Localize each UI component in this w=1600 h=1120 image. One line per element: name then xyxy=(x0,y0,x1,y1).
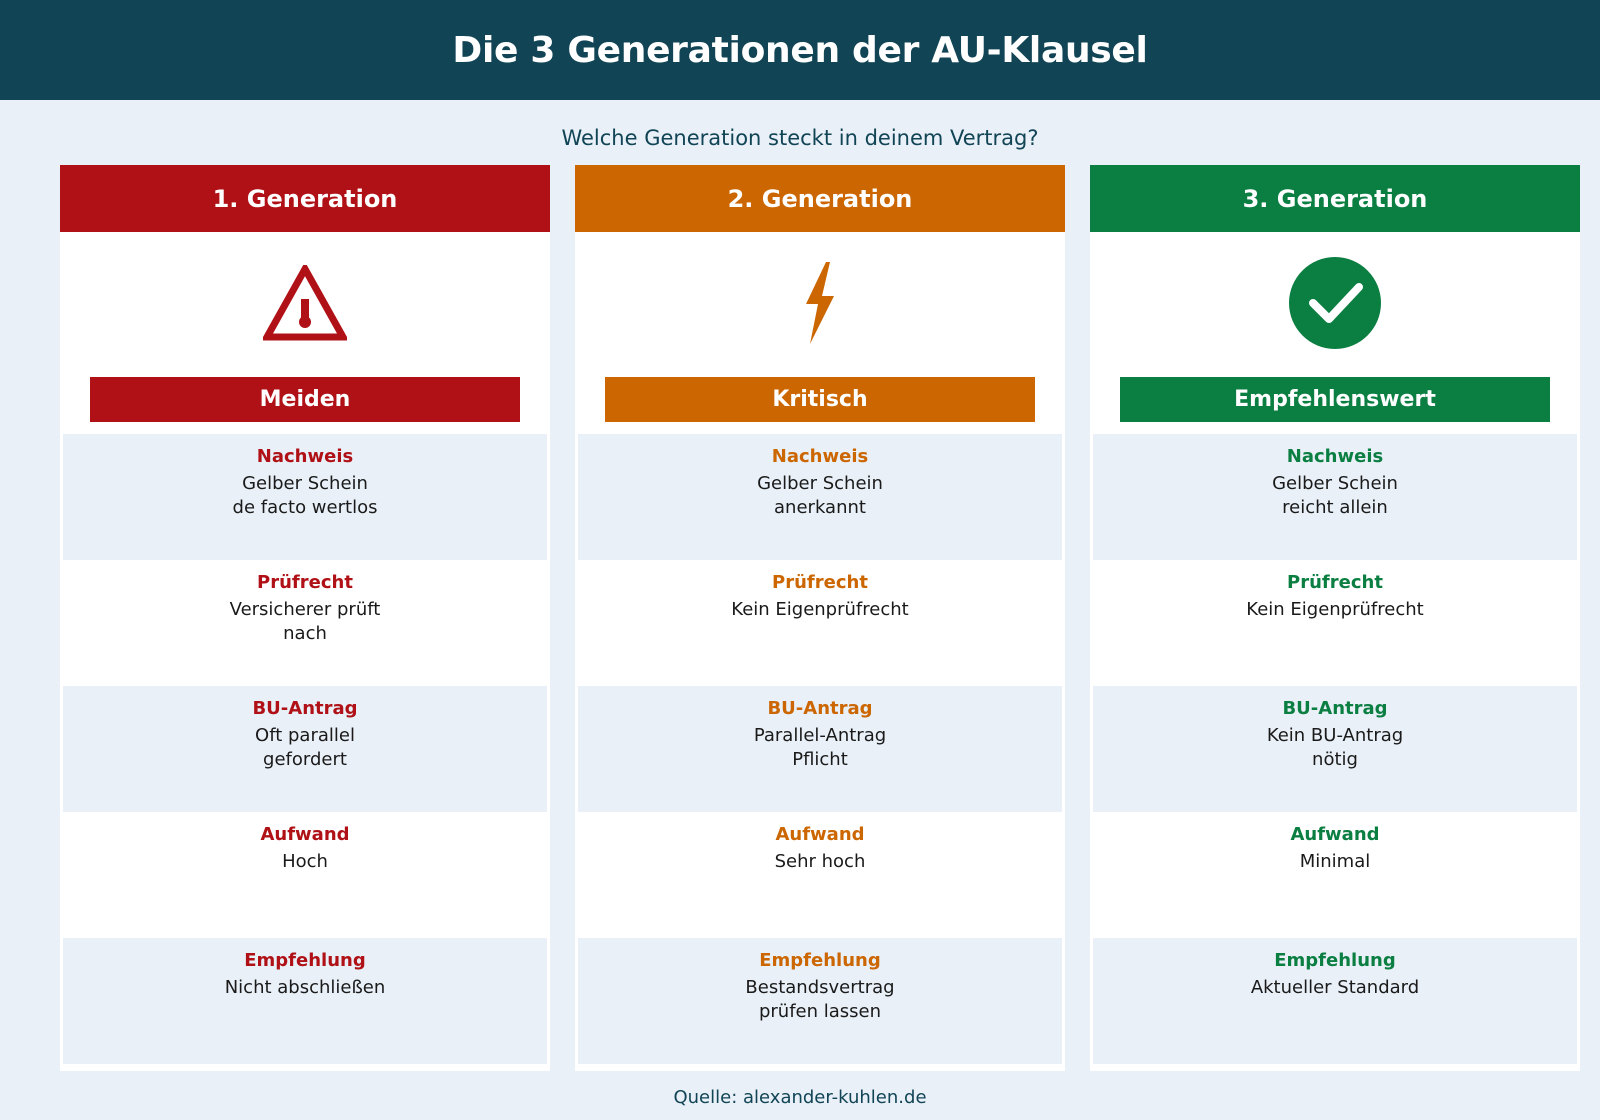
source-note: Quelle: alexander-kuhlen.de xyxy=(673,1087,927,1108)
criteria-label: Aufwand xyxy=(775,824,865,845)
criteria-label: Nachweis xyxy=(256,446,354,467)
warning-triangle-icon xyxy=(263,265,347,345)
criteria-value: Sehr hoch xyxy=(774,851,866,872)
page-subtitle: Welche Generation steckt in deinem Vertrag? xyxy=(561,126,1039,150)
generation-column-1 xyxy=(60,165,550,1071)
criteria-value: Kein Eigenprüfrecht xyxy=(1246,599,1424,620)
criteria-row xyxy=(578,434,1062,560)
criteria-row xyxy=(578,560,1062,686)
verdict-badge: Meiden xyxy=(90,377,520,422)
generation-header: 2. Generation xyxy=(575,165,1065,232)
criteria-row xyxy=(578,938,1062,1064)
generation-column-2 xyxy=(575,165,1065,1071)
criteria-label: Empfehlung xyxy=(759,950,881,971)
criteria-value: Aktueller Standard xyxy=(1250,977,1420,998)
criteria-row xyxy=(63,434,547,560)
criteria-value: Hoch xyxy=(282,851,328,872)
criteria-value: Gelber Schein reicht allein xyxy=(1272,473,1398,518)
criteria-value: Kein Eigenprüfrecht xyxy=(731,599,909,620)
criteria-label: Nachweis xyxy=(771,446,869,467)
title-bar xyxy=(0,0,1600,100)
criteria-label: Empfehlung xyxy=(1274,950,1396,971)
page-title: Die 3 Generationen der AU-Klausel xyxy=(452,29,1148,71)
criteria-value: Minimal xyxy=(1299,851,1371,872)
criteria-value: Gelber Schein de facto wertlos xyxy=(232,473,378,518)
criteria-label: BU-Antrag xyxy=(1282,698,1388,719)
criteria-label: BU-Antrag xyxy=(767,698,873,719)
criteria-value: Gelber Schein anerkannt xyxy=(757,473,883,518)
criteria-value: Parallel-Antrag Pflicht xyxy=(753,725,887,770)
verdict-badge: Empfehlenswert xyxy=(1120,377,1550,422)
criteria-value: Nicht abschließen xyxy=(224,977,386,998)
icon-area xyxy=(60,232,550,377)
criteria-row xyxy=(1093,938,1577,1064)
criteria-row xyxy=(578,686,1062,812)
criteria-label: Prüfrecht xyxy=(257,572,353,593)
generation-header: 1. Generation xyxy=(60,165,550,232)
criteria-row xyxy=(1093,686,1577,812)
criteria-label: BU-Antrag xyxy=(252,698,358,719)
criteria-row xyxy=(578,812,1062,938)
criteria-value: Kein BU-Antrag nötig xyxy=(1266,725,1404,770)
criteria-value: Versicherer prüft nach xyxy=(229,599,381,644)
criteria-value: Bestandsvertrag prüfen lassen xyxy=(745,977,895,1022)
criteria-label: Aufwand xyxy=(260,824,350,845)
generation-header: 3. Generation xyxy=(1090,165,1580,232)
icon-area xyxy=(1090,232,1580,377)
verdict-badge: Kritisch xyxy=(605,377,1035,422)
criteria-row xyxy=(1093,812,1577,938)
criteria-label: Prüfrecht xyxy=(772,572,868,593)
generation-column-3 xyxy=(1090,165,1580,1071)
criteria-label: Aufwand xyxy=(1290,824,1380,845)
criteria-row xyxy=(63,560,547,686)
criteria-row xyxy=(63,938,547,1064)
icon-area xyxy=(575,232,1065,377)
criteria-label: Empfehlung xyxy=(244,950,366,971)
criteria-row xyxy=(1093,560,1577,686)
criteria-row xyxy=(63,686,547,812)
criteria-label: Nachweis xyxy=(1286,446,1384,467)
criteria-row xyxy=(63,812,547,938)
criteria-row xyxy=(1093,434,1577,560)
criteria-value: Oft parallel gefordert xyxy=(255,725,355,770)
lightning-bolt-icon xyxy=(800,260,840,350)
criteria-label: Prüfrecht xyxy=(1287,572,1383,593)
check-circle-icon xyxy=(1289,257,1381,353)
